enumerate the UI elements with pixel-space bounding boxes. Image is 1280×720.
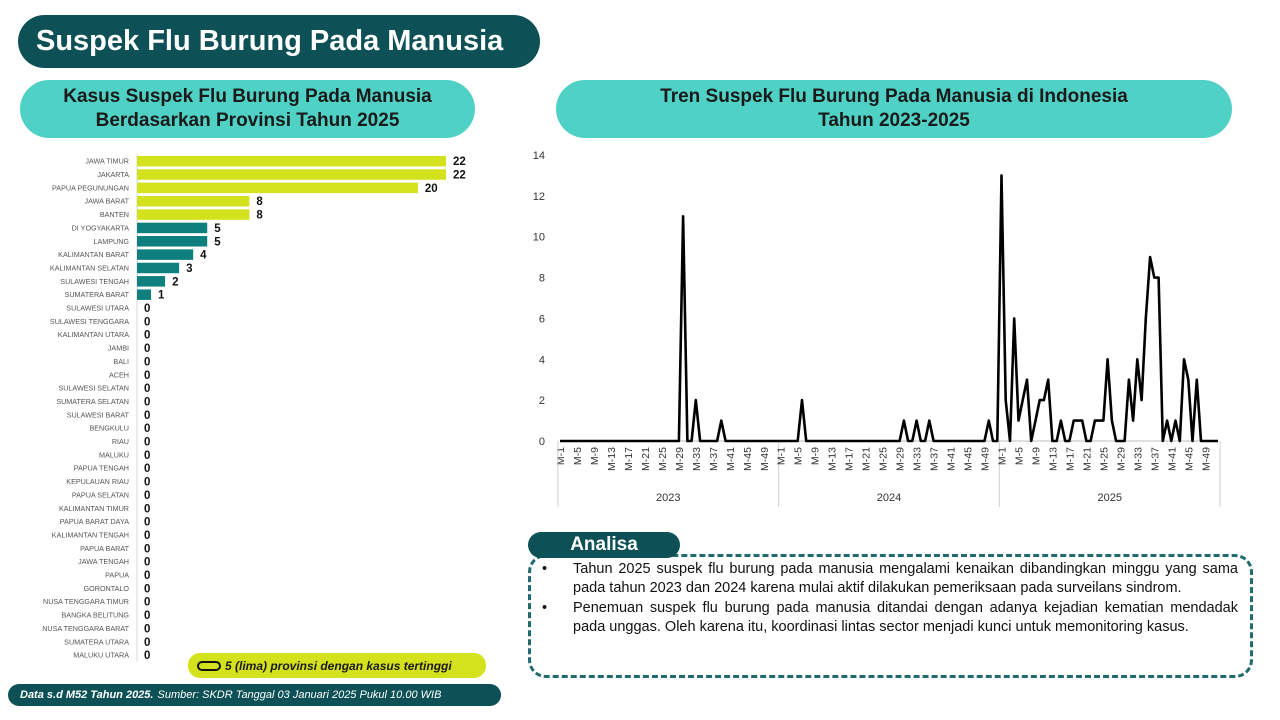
- y-tick-label: 12: [532, 190, 545, 203]
- analysis-point-text: Tahun 2025 suspek flu burung pada manusia mengalami kenaikan dibandingkan minggu yang sama pada tahun 2023 dan 2024 karena mulai aktif dilakukan pemeriksaan pada surveilans sindrom.: [573, 561, 1238, 596]
- bar-category-label: SULAWESI TENGAH: [60, 276, 129, 286]
- bar-value-label: 0: [144, 529, 151, 542]
- bar-category-label: ACEH: [109, 370, 129, 380]
- bar-category-label: JAWA TIMUR: [85, 156, 129, 166]
- x-tick-label: M-29: [1115, 447, 1128, 471]
- bar-chart-title-line1: Kasus Suspek Flu Burung Pada Manusia: [63, 86, 432, 107]
- bar-value-label: 0: [144, 463, 151, 476]
- bar-category-label: BANTEN: [99, 210, 129, 220]
- bar-category-label: DI YOGYAKARTA: [71, 223, 129, 233]
- y-tick-label: 8: [538, 272, 545, 285]
- trend-series-line: [560, 175, 1218, 441]
- x-tick-label: M-41: [724, 447, 737, 471]
- analysis-point: [540, 599, 1238, 637]
- bar-value-label: 0: [144, 610, 151, 623]
- top5-legend: [188, 653, 486, 678]
- bar-value-label: 0: [144, 516, 151, 529]
- bar-category-label: SULAWESI TENGGARA: [49, 316, 129, 326]
- page-title: Suspek Flu Burung Pada Manusia: [18, 15, 540, 68]
- bar-value-label: 0: [144, 343, 151, 356]
- y-tick-label: 4: [538, 354, 545, 367]
- bar-value-label: 0: [144, 409, 151, 422]
- bar-value-label: 0: [144, 636, 151, 649]
- x-tick-label: M-45: [1183, 447, 1196, 471]
- footer-source: Sumber: SKDR Tanggal 03 Januari 2025 Pukul 10.00 WIB: [157, 689, 442, 701]
- bar-category-label: PAPUA BARAT DAYA: [59, 517, 129, 527]
- year-label: 2025: [1097, 492, 1122, 504]
- bar-category-label: PAPUA SELATAN: [71, 490, 129, 500]
- analysis-label: Analisa: [528, 532, 680, 558]
- x-tick-label: M-37: [928, 447, 941, 471]
- bar-category-label: KALIMANTAN TENGAH: [51, 530, 129, 540]
- year-label: 2023: [656, 492, 681, 504]
- bar-category-label: JAWA TENGAH: [78, 557, 129, 567]
- y-tick-label: 14: [532, 150, 545, 162]
- bar-category-label: KEPULAUAN RIAU: [66, 477, 129, 487]
- bar-value-label: 0: [144, 329, 151, 342]
- bar-value-label: 4: [200, 249, 207, 262]
- bar-value-label: 0: [144, 476, 151, 489]
- bar-value-label: 0: [144, 583, 151, 596]
- trend-chart-title-line2: Tahun 2023-2025: [818, 110, 970, 131]
- x-tick-label: M-9: [588, 447, 601, 466]
- bar-category-label: SUMATERA BARAT: [64, 290, 129, 300]
- y-tick-label: 2: [538, 395, 545, 408]
- analysis-point-text: Penemuan suspek flu burung pada manusia ditandai dengan adanya kejadian kematian mendadak pada unggas. Oleh karena itu, koordinasi lintas sector menjadi kunci untuk memonitoring kasus.: [573, 600, 1238, 635]
- bar-category-label: NUSA TENGGARA BARAT: [42, 623, 129, 633]
- bullet-icon: •: [542, 561, 548, 577]
- bar-chart-title-line2: Berdasarkan Provinsi Tahun 2025: [95, 110, 400, 131]
- x-tick-label: M-5: [792, 447, 805, 466]
- x-tick-label: M-29: [894, 447, 907, 471]
- analysis-point: [540, 560, 1238, 598]
- y-tick-label: 0: [538, 436, 545, 448]
- bar-category-label: NUSA TENGGARA TIMUR: [43, 597, 129, 607]
- x-tick-label: M-45: [962, 447, 975, 471]
- x-tick-label: M-5: [571, 447, 584, 466]
- x-tick-label: M-45: [741, 447, 754, 471]
- bar-value-label: 0: [144, 436, 151, 449]
- trend-chart-title-line1: Tren Suspek Flu Burung Pada Manusia di Indonesia: [660, 86, 1128, 107]
- x-tick-label: M-37: [1149, 447, 1162, 471]
- bar-category-label: SUMATERA SELATAN: [56, 396, 129, 406]
- bar-value-label: 0: [144, 423, 151, 436]
- x-tick-label: M-37: [707, 447, 720, 471]
- bar-value-label: 5: [214, 222, 221, 235]
- bar-category-label: PAPUA TENGAH: [73, 463, 129, 473]
- x-tick-label: M-25: [877, 447, 890, 471]
- bar-value-label: 0: [144, 543, 151, 556]
- bar-value-label: 0: [144, 356, 151, 369]
- bar-category-label: BENGKULU: [89, 423, 129, 433]
- bar-category-label: JAKARTA: [97, 170, 129, 180]
- x-tick-label: M-33: [911, 447, 924, 471]
- x-tick-label: M-29: [673, 447, 686, 471]
- bar-category-label: SULAWESI UTARA: [66, 303, 129, 313]
- bar-value-label: 0: [144, 570, 151, 583]
- bar-value-label: 0: [144, 596, 151, 609]
- bar-value-label: 0: [144, 650, 151, 663]
- x-tick-label: M-13: [826, 447, 839, 471]
- legend-swatch-icon: [197, 661, 221, 671]
- bar-category-label: KALIMANTAN SELATAN: [49, 263, 129, 273]
- x-tick-label: M-21: [639, 447, 652, 471]
- x-tick-label: M-33: [1132, 447, 1145, 471]
- bar-value-label: 22: [453, 169, 466, 182]
- bar-category-label: PAPUA BARAT: [80, 543, 129, 553]
- bar-value-label: 3: [186, 262, 193, 275]
- bar-category-label: LAMPUNG: [93, 236, 129, 246]
- bar-value-label: 0: [144, 503, 151, 516]
- bar-category-label: SULAWESI BARAT: [66, 410, 129, 420]
- x-tick-label: M-1: [996, 447, 1009, 466]
- bar-value-label: 0: [144, 303, 151, 316]
- bar-value-label: 0: [144, 396, 151, 409]
- x-tick-label: M-13: [1047, 447, 1060, 471]
- x-tick-label: M-17: [843, 447, 856, 471]
- bar-value-label: 8: [256, 196, 263, 209]
- x-tick-label: M-25: [656, 447, 669, 471]
- bar-category-label: KALIMANTAN BARAT: [58, 250, 129, 260]
- bar-category-label: RIAU: [111, 437, 129, 447]
- x-tick-label: M-9: [809, 447, 822, 466]
- bar-category-label: MALUKU UTARA: [73, 650, 129, 660]
- x-tick-label: M-17: [1064, 447, 1077, 471]
- x-tick-label: M-1: [555, 447, 567, 466]
- bar-value-label: 0: [144, 623, 151, 636]
- x-tick-label: M-5: [1013, 447, 1026, 466]
- x-tick-label: M-49: [979, 447, 992, 471]
- bar-value-label: 8: [256, 209, 263, 222]
- x-tick-label: M-9: [1030, 447, 1043, 466]
- x-tick-label: M-33: [690, 447, 703, 471]
- bar-category-label: KALIMANTAN UTARA: [57, 330, 129, 340]
- x-tick-label: M-49: [1200, 447, 1213, 471]
- x-tick-label: M-1: [775, 447, 788, 466]
- source-footer: [8, 684, 501, 706]
- analysis-list: [540, 560, 1238, 638]
- bar-category-label: MALUKU: [99, 450, 129, 460]
- y-tick-label: 10: [532, 231, 545, 244]
- x-tick-label: M-21: [1081, 447, 1094, 471]
- bar-category-label: SUMATERA UTARA: [64, 637, 129, 647]
- bar-value-label: 0: [144, 369, 151, 382]
- x-tick-label: M-17: [622, 447, 635, 471]
- bar-value-label: 20: [424, 182, 438, 195]
- footer-data-note: Data s.d M52 Tahun 2025.: [20, 689, 154, 701]
- bar-category-label: JAMBI: [107, 343, 129, 353]
- bar-category-label: PAPUA: [105, 570, 129, 580]
- year-label: 2024: [876, 492, 902, 504]
- bar-value-label: 0: [144, 556, 151, 569]
- bullet-icon: •: [542, 600, 548, 616]
- bar-category-label: SULAWESI SELATAN: [58, 383, 129, 393]
- bar-value-label: 0: [144, 383, 151, 396]
- bar-value-label: 0: [144, 449, 151, 462]
- x-tick-label: M-13: [605, 447, 618, 471]
- bar-value-label: 22: [453, 156, 466, 169]
- bar-value-label: 2: [172, 276, 179, 289]
- x-tick-label: M-25: [1098, 447, 1111, 471]
- bar-category-label: BANGKA BELITUNG: [61, 610, 129, 620]
- bar-value-label: 1: [158, 289, 165, 302]
- bar-value-label: 0: [144, 316, 151, 329]
- bar-category-label: KALIMANTAN TIMUR: [58, 503, 129, 513]
- x-tick-label: M-41: [945, 447, 958, 471]
- x-tick-label: M-49: [758, 447, 771, 471]
- x-tick-label: M-21: [860, 447, 873, 471]
- y-tick-label: 6: [538, 313, 545, 326]
- bar-category-label: GORONTALO: [83, 583, 129, 593]
- legend-label: 5 (lima) provinsi dengan kasus tertinggi: [225, 658, 452, 673]
- bar-value-label: 0: [144, 489, 151, 502]
- bar-category-label: JAWA BARAT: [84, 196, 129, 206]
- bar-category-label: PAPUA PEGUNUNGAN: [52, 183, 129, 193]
- bar-value-label: 5: [214, 236, 221, 249]
- bar-category-label: BALI: [113, 356, 129, 366]
- x-tick-label: M-41: [1166, 447, 1179, 471]
